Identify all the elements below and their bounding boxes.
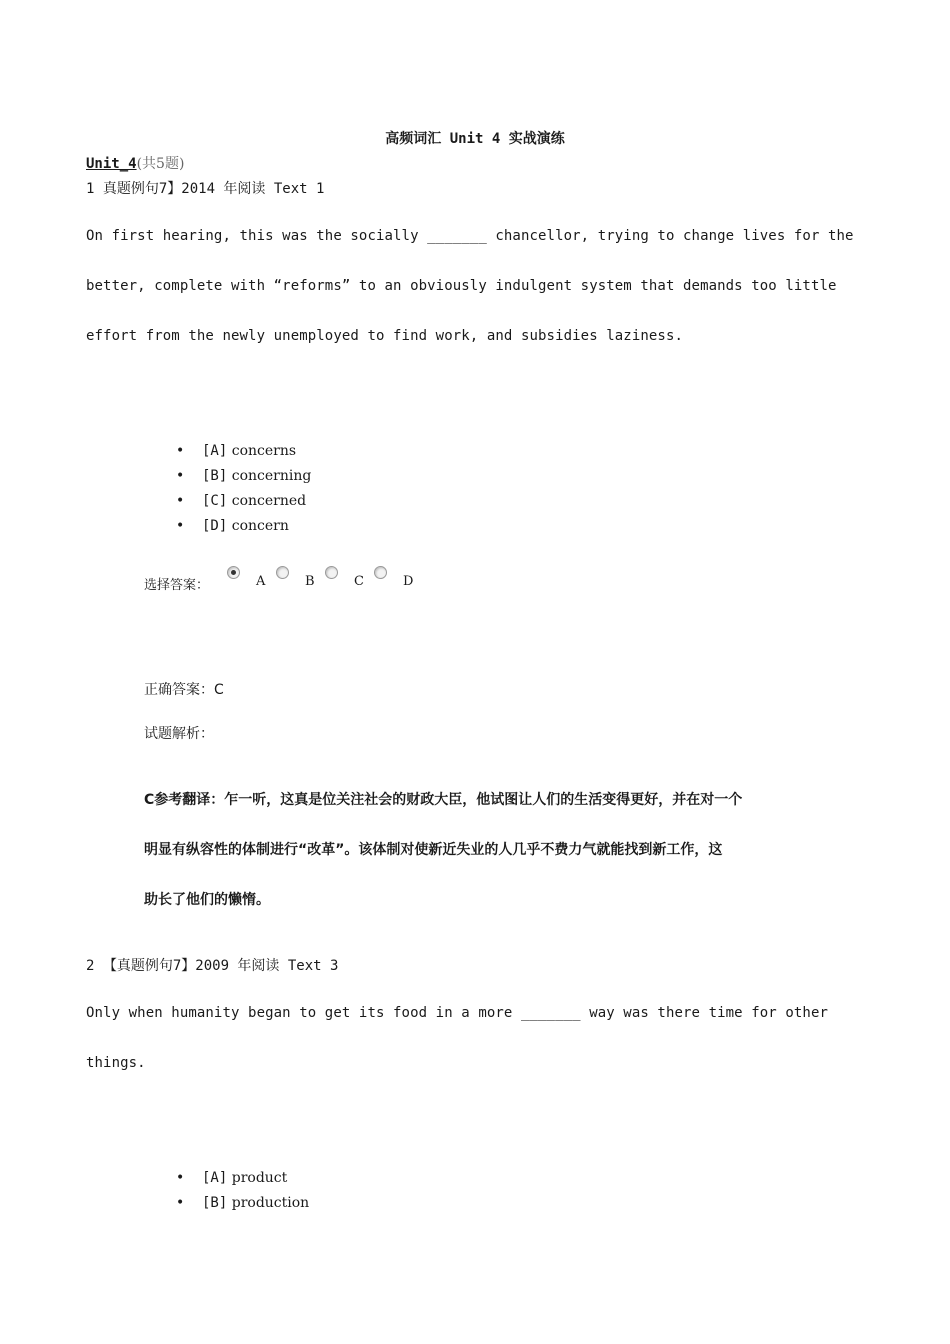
radio-label-b: B — [305, 574, 315, 589]
question-1-option-d — [176, 518, 289, 534]
select-answer-label: 选择答案： — [144, 578, 210, 593]
option-key: [A] — [202, 1170, 228, 1186]
option-key: [B] — [202, 468, 228, 484]
page-title: 高频词汇 Unit 4 实战演练 — [385, 131, 565, 147]
option-key: [D] — [202, 518, 228, 534]
question-2-stem-line-1: Only when humanity began to get its food in a more _______ way was there time for other — [86, 1005, 828, 1021]
option-key: [B] — [202, 1195, 228, 1211]
bullet-icon: • — [176, 443, 185, 459]
question-1-stem-line-3: effort from the newly unemployed to find work, and subsidies laziness. — [86, 328, 684, 344]
explanation-line-2: 明显有纵容性的体制进行“改革”。该体制对使新近失业的人几乎不费力气就能找到新工作，这 — [144, 842, 723, 858]
radio-label-c: C — [354, 574, 364, 589]
question-1-option-c — [176, 493, 306, 509]
option-text: concern — [227, 518, 289, 534]
option-text: concerned — [227, 493, 307, 509]
question-1-option-a — [176, 443, 296, 459]
unit-name: Unit_4 — [86, 156, 137, 172]
bullet-icon: • — [176, 518, 185, 534]
question-1-header: 1 真题例句7】2014 年阅读 Text 1 — [86, 181, 325, 197]
radio-option-c[interactable] — [325, 566, 338, 579]
radio-option-d[interactable] — [374, 566, 387, 579]
option-key: [C] — [202, 493, 228, 509]
bullet-icon: • — [176, 1170, 185, 1186]
bullet-icon: • — [176, 1195, 185, 1211]
radio-label-d: D — [403, 574, 414, 589]
radio-option-b[interactable] — [276, 566, 289, 579]
analysis-label: 试题解析： — [144, 726, 214, 742]
option-text: product — [227, 1170, 288, 1186]
unit-header — [86, 153, 184, 173]
bullet-icon: • — [176, 468, 185, 484]
question-2-option-a — [176, 1170, 287, 1186]
question-2-stem-line-2: things. — [86, 1055, 146, 1071]
answer-selector — [144, 566, 444, 593]
question-1-stem-line-1: On first hearing, this was the socially _______ chancellor, trying to change lives for the — [86, 228, 854, 244]
bullet-icon: • — [176, 493, 185, 509]
question-1-option-b — [176, 468, 311, 484]
explanation-line-3: 助长了他们的懒惰。 — [144, 892, 270, 908]
option-text: production — [227, 1195, 310, 1211]
question-1-stem-line-2: better, complete with “reforms” to an obviously indulgent system that demands too little — [86, 278, 837, 294]
radio-label-a: A — [256, 574, 266, 589]
option-text: concerns — [227, 443, 297, 459]
unit-question-count: (共5题) — [136, 156, 185, 172]
option-key: [A] — [202, 443, 228, 459]
question-2-option-b — [176, 1195, 309, 1211]
option-text: concerning — [227, 468, 312, 484]
question-2-header: 2 【真题例句7】2009 年阅读 Text 3 — [86, 958, 339, 974]
correct-answer: 正确答案：C — [144, 682, 224, 698]
radio-option-a[interactable] — [227, 566, 240, 579]
explanation-line-1: C参考翻译：乍一听，这真是位关注社会的财政大臣，他试图让人们的生活变得更好，并在对一个 — [144, 792, 743, 808]
